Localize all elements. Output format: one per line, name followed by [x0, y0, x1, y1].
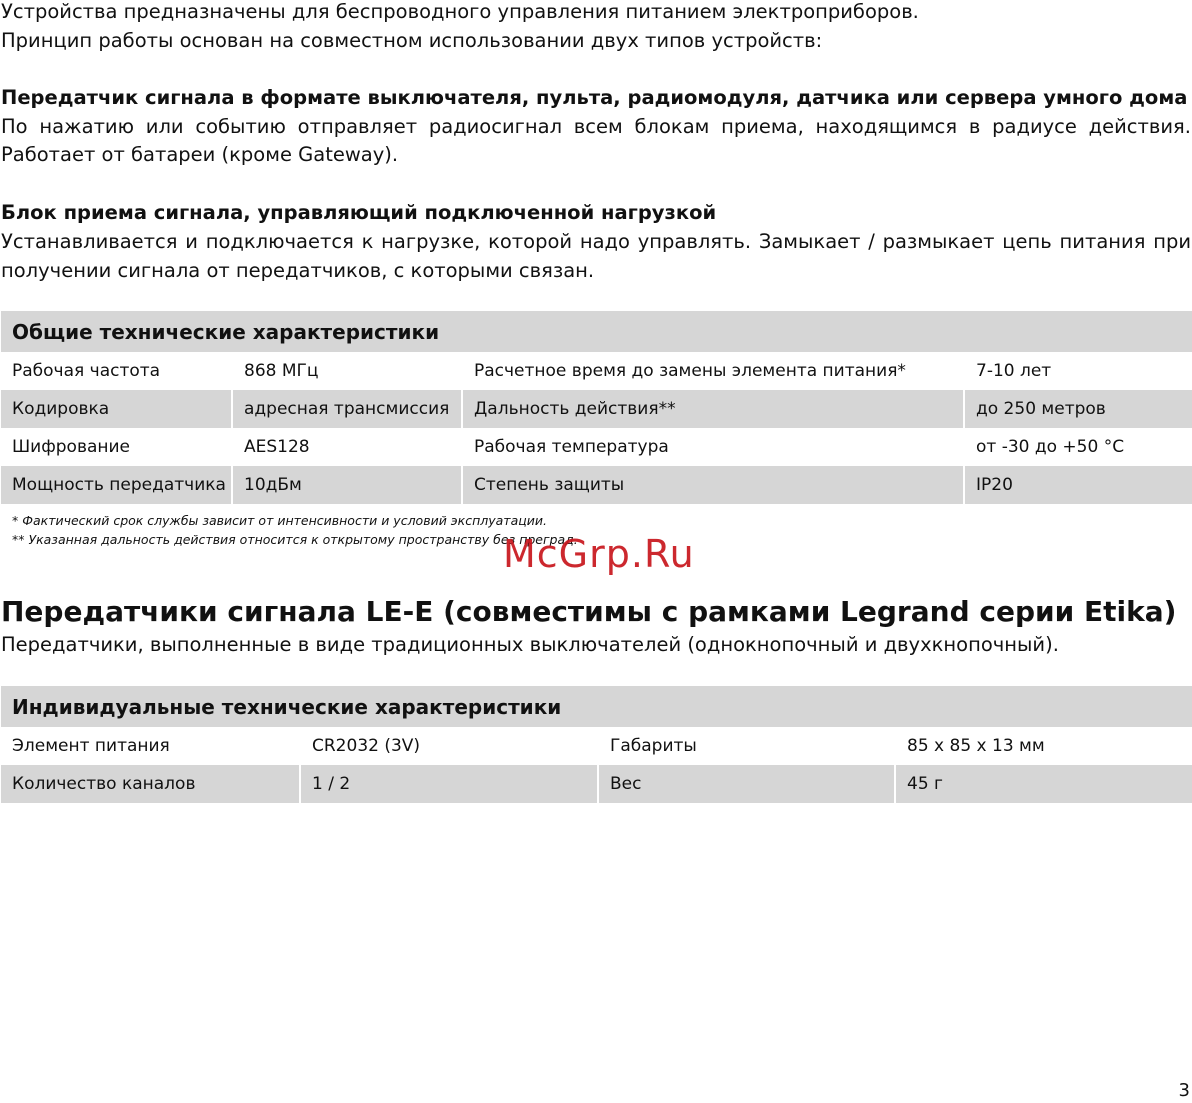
spec-value: 868 МГц: [231, 352, 461, 390]
spec-label: Кодировка: [1, 390, 231, 428]
table-row: [1, 390, 1192, 428]
spec-value: CR2032 (3V): [299, 727, 597, 765]
section-title: Передатчики сигнала LE-E (совместимы с рамками Legrand серии Etika): [1, 595, 1177, 628]
general-specs-title: Общие технические характеристики: [1, 311, 1192, 352]
individual-specs-table: [1, 686, 1192, 803]
spec-label: Элемент питания: [12, 736, 170, 756]
table-header-row: [1, 311, 1192, 352]
spec-value: от -30 до +50 °C: [963, 428, 1192, 466]
spec-value: 85 x 85 x 13 мм: [894, 727, 1192, 765]
footnote-2: ** Указанная дальность действия относится к открытому пространству без преград.: [12, 532, 578, 547]
table-row: [1, 765, 1192, 803]
table-row: [1, 466, 1192, 504]
table-header-row: [1, 686, 1192, 727]
spec-value: AES128: [231, 428, 461, 466]
spec-label: Шифрование: [12, 437, 131, 457]
spec-label: Рабочая температура: [461, 428, 963, 466]
receiver-heading: Блок приема сигнала, управляющий подключенной нагрузкой: [1, 201, 717, 224]
spec-value: 10дБм: [231, 466, 461, 504]
section-subtitle: Передатчики, выполненные в виде традиционных выключателей (однокнопочный и двухкнопочный).: [1, 633, 1059, 656]
spec-label: Расчетное время до замены элемента питания*: [461, 352, 963, 390]
spec-value: IP20: [963, 466, 1192, 504]
spec-value: 45 г: [894, 765, 1192, 803]
transmitter-heading: Передатчик сигнала в формате выключателя, пульта, радиомодуля, датчика или сервера умного дома: [1, 86, 1188, 109]
intro-line-1: Устройства предназначены для беспроводного управления питанием электроприборов.: [1, 0, 919, 23]
spec-label: Количество каналов: [1, 765, 299, 803]
receiver-text-2: получении сигнала от передатчиков, с которыми связан.: [1, 259, 595, 282]
table-row: [1, 727, 1192, 765]
general-specs-table: [1, 311, 1192, 504]
individual-specs-title: Индивидуальные технические характеристики: [1, 686, 1192, 727]
spec-value: адресная трансмиссия: [231, 390, 461, 428]
table-row: [1, 352, 1192, 390]
spec-label: Дальность действия**: [461, 390, 963, 428]
intro-line-2: Принцип работы основан на совместном использовании двух типов устройств:: [1, 29, 823, 52]
table-row: [1, 428, 1192, 466]
spec-value: до 250 метров: [963, 390, 1192, 428]
spec-value: 7-10 лет: [963, 352, 1192, 390]
spec-label: Вес: [597, 765, 894, 803]
spec-label: Габариты: [597, 727, 894, 765]
spec-value: 1 / 2: [299, 765, 597, 803]
receiver-text-1: Устанавливается и подключается к нагрузке, которой надо управлять. Замыкает / размыкает цепь питания при: [1, 230, 1191, 253]
spec-label: Мощность передатчика: [1, 466, 231, 504]
spec-label: Степень защиты: [461, 466, 963, 504]
transmitter-text-2: Работает от батареи (кроме Gateway).: [1, 143, 399, 166]
spec-label: Рабочая частота: [12, 361, 161, 381]
transmitter-text-1: По нажатию или событию отправляет радиосигнал всем блокам приема, находящимся в радиусе действия.: [1, 115, 1191, 138]
watermark: McGrp.Ru: [503, 532, 695, 576]
footnote-1: * Фактический срок службы зависит от интенсивности и условий эксплуатации.: [12, 513, 547, 528]
page-number: 3: [1178, 1080, 1190, 1101]
